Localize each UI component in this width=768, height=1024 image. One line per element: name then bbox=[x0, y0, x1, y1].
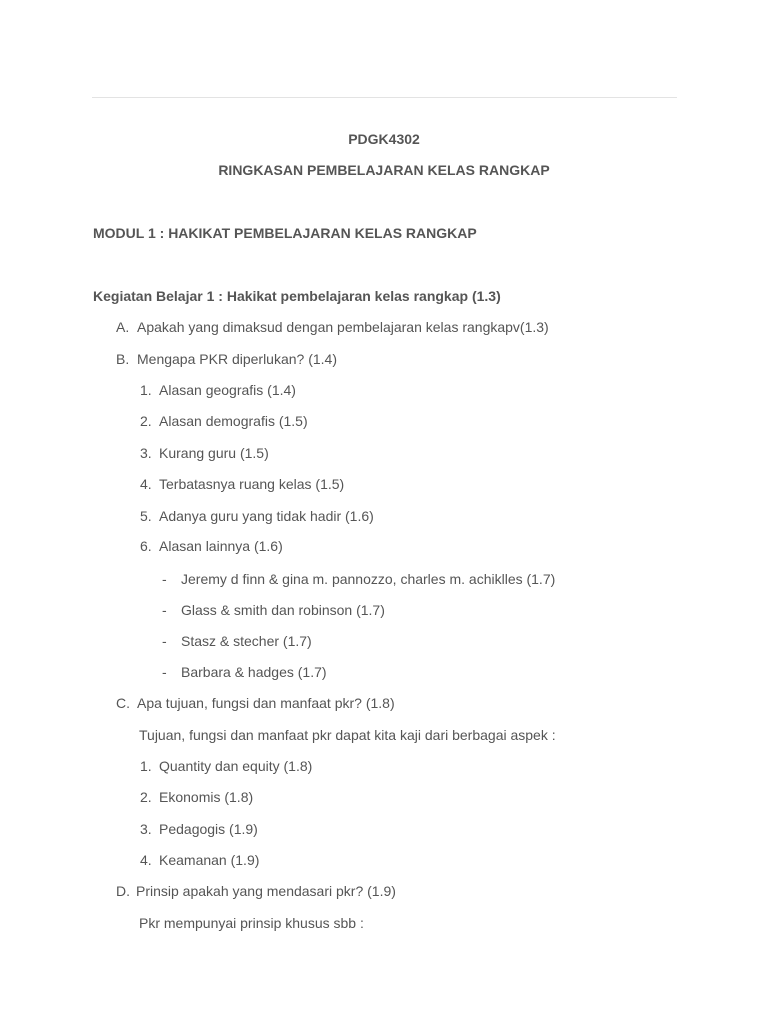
section-text: Apakah yang dimaksud dengan pembelajaran kelas rangkapv(1.3) bbox=[137, 319, 549, 335]
section-c bbox=[116, 694, 395, 712]
item-text: Keamanan (1.9) bbox=[159, 852, 260, 868]
item-text: Ekonomis (1.8) bbox=[159, 789, 254, 805]
item-number: 1. bbox=[140, 758, 152, 774]
header-divider bbox=[92, 97, 677, 98]
dash-marker: - bbox=[162, 602, 167, 618]
list-item bbox=[140, 507, 374, 525]
section-b bbox=[116, 350, 337, 368]
list-item bbox=[140, 537, 283, 555]
sub-list-item bbox=[162, 570, 555, 588]
item-number: 3. bbox=[140, 445, 152, 461]
list-item bbox=[140, 820, 258, 838]
section-d-intro: Pkr mempunyai prinsip khusus sbb : bbox=[139, 915, 364, 931]
item-number: 4. bbox=[140, 852, 152, 868]
item-number: 5. bbox=[140, 508, 152, 524]
list-item bbox=[140, 757, 312, 775]
sub-list-item bbox=[162, 601, 385, 619]
list-item bbox=[140, 475, 344, 493]
item-text: Terbatasnya ruang kelas (1.5) bbox=[159, 476, 345, 492]
item-text: Pedagogis (1.9) bbox=[159, 821, 258, 837]
list-item bbox=[140, 412, 308, 430]
section-d bbox=[116, 882, 396, 900]
section-c-intro: Tujuan, fungsi dan manfaat pkr dapat kita kaji dari berbagai aspek : bbox=[139, 727, 556, 743]
list-item bbox=[140, 851, 259, 869]
item-number: 2. bbox=[140, 413, 152, 429]
sub-item-text: Stasz & stecher (1.7) bbox=[181, 633, 312, 649]
item-text: Alasan lainnya (1.6) bbox=[159, 538, 283, 554]
section-text: Prinsip apakah yang mendasari pkr? (1.9) bbox=[136, 883, 396, 899]
dash-marker: - bbox=[162, 571, 167, 587]
document-title: RINGKASAN PEMBELAJARAN KELAS RANGKAP bbox=[218, 162, 550, 178]
list-item bbox=[140, 444, 269, 462]
item-number: 2. bbox=[140, 789, 152, 805]
sub-item-text: Barbara & hadges (1.7) bbox=[181, 664, 327, 680]
section-marker: B. bbox=[116, 351, 130, 367]
item-text: Alasan geografis (1.4) bbox=[159, 382, 296, 398]
dash-marker: - bbox=[162, 633, 167, 649]
sub-item-text: Glass & smith dan robinson (1.7) bbox=[181, 602, 385, 618]
sub-item-text: Jeremy d finn & gina m. pannozzo, charles m. achiklles (1.7) bbox=[181, 571, 556, 587]
module-heading: MODUL 1 : HAKIKAT PEMBELAJARAN KELAS RANGKAP bbox=[93, 225, 477, 241]
section-text: Mengapa PKR diperlukan? (1.4) bbox=[137, 351, 338, 367]
section-marker: D. bbox=[116, 883, 130, 899]
item-text: Adanya guru yang tidak hadir (1.6) bbox=[159, 508, 374, 524]
section-marker: A. bbox=[116, 319, 130, 335]
section-text: Apa tujuan, fungsi dan manfaat pkr? (1.8) bbox=[137, 695, 395, 711]
dash-marker: - bbox=[162, 664, 167, 680]
item-number: 1. bbox=[140, 382, 152, 398]
list-item bbox=[140, 788, 253, 806]
activity-heading: Kegiatan Belajar 1 : Hakikat pembelajaran kelas rangkap (1.3) bbox=[93, 288, 501, 304]
section-a bbox=[116, 318, 549, 336]
section-marker: C. bbox=[116, 695, 130, 711]
item-text: Quantity dan equity (1.8) bbox=[159, 758, 313, 774]
item-text: Alasan demografis (1.5) bbox=[159, 413, 308, 429]
item-number: 6. bbox=[140, 538, 152, 554]
course-code: PDGK4302 bbox=[348, 131, 420, 147]
item-text: Kurang guru (1.5) bbox=[159, 445, 269, 461]
list-item bbox=[140, 381, 296, 399]
sub-list-item bbox=[162, 663, 327, 681]
item-number: 4. bbox=[140, 476, 152, 492]
item-number: 3. bbox=[140, 821, 152, 837]
sub-list-item bbox=[162, 632, 312, 650]
